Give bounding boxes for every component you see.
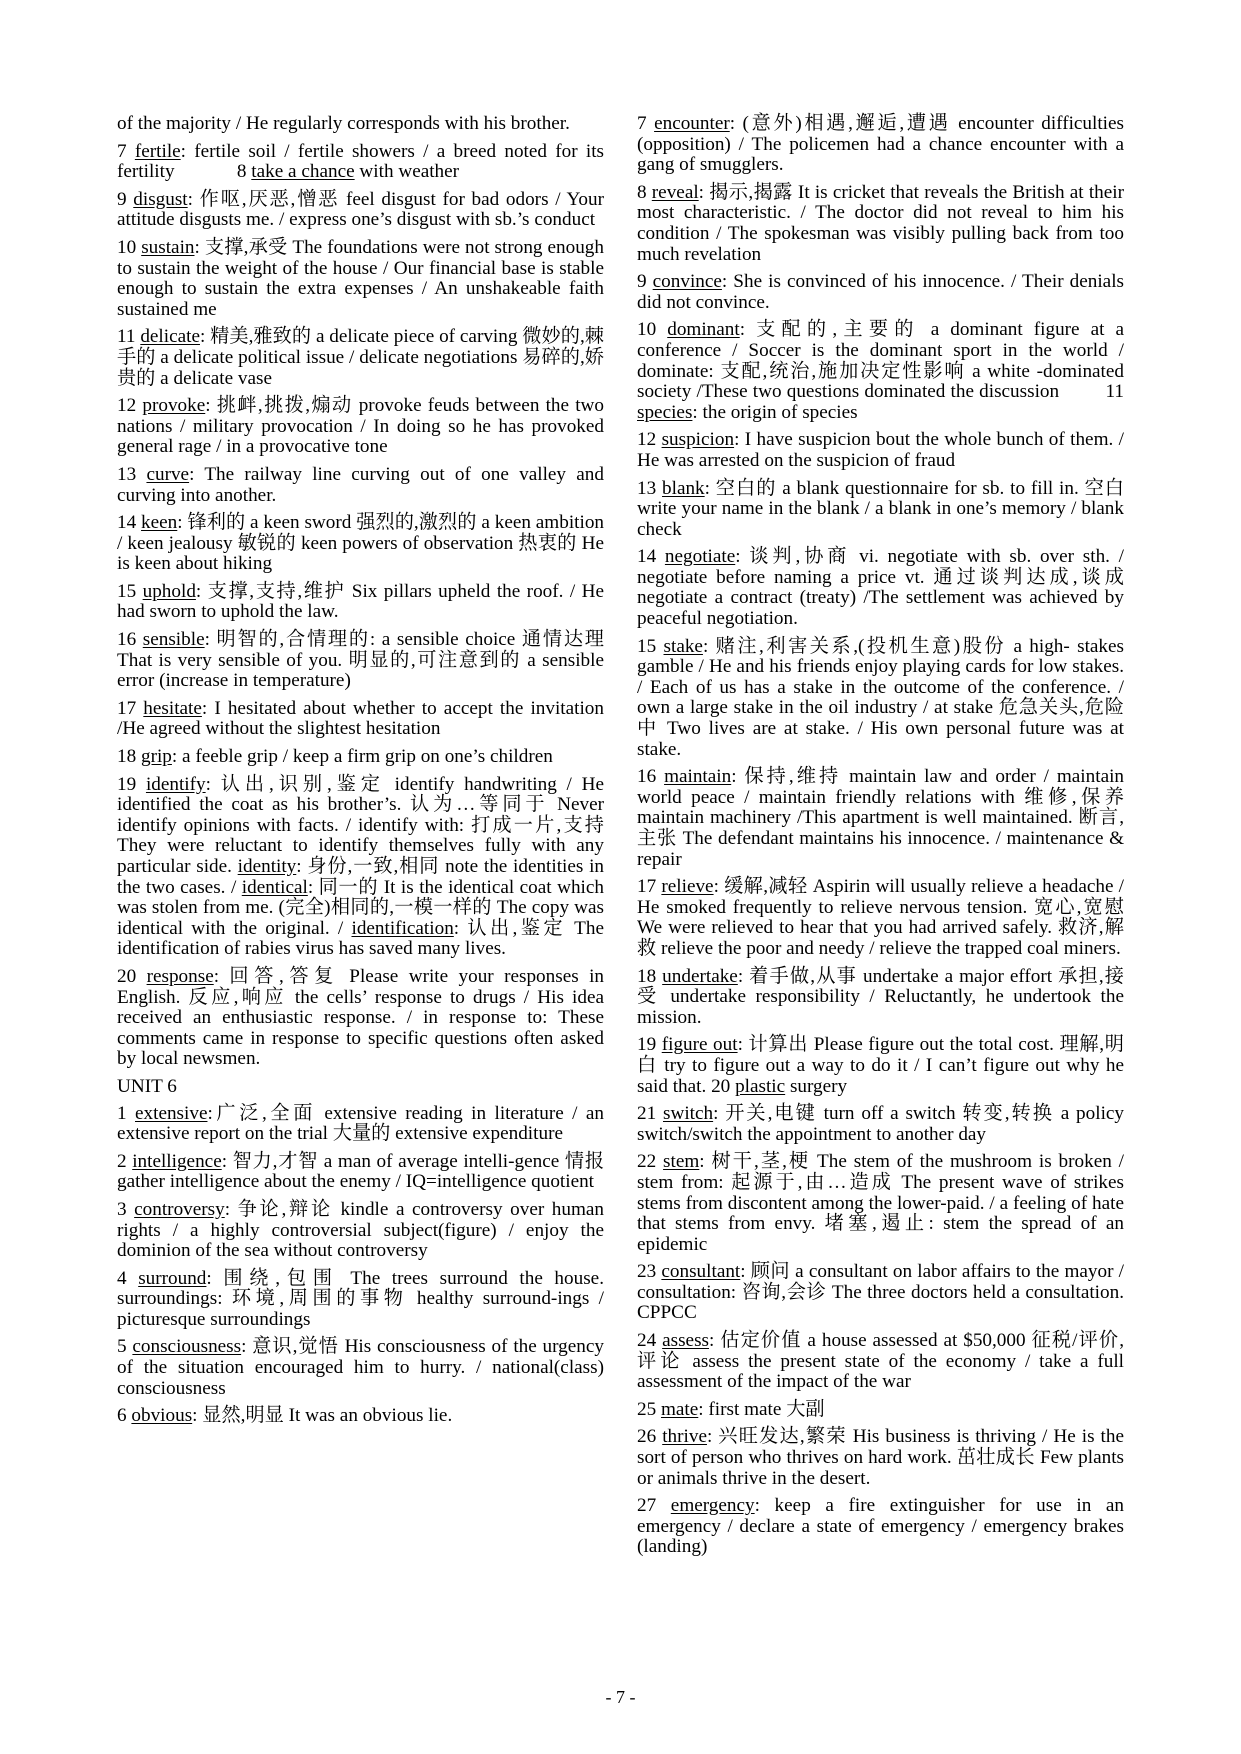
- entry-text: : 保持,维持 maintain law and order / maintain world peace / maintain friendly relations with 维修,保养 maintain machinery /This apartment is well maintained. 断言,主张 The defendant maintains his innocence. / maintenance & repair: [637, 766, 1125, 870]
- entry-text: : 计算出 Please figure out the total cost. 理解,明白 try to figure out a way to do it / I can’t figure out why he said that. 20: [637, 1034, 1124, 1097]
- headword: keen: [141, 512, 178, 534]
- headword: blank: [662, 477, 705, 499]
- entry-number: 19: [637, 1034, 662, 1056]
- entry-text: : 缓解,减轻 Aspirin will usually relieve a headache / He smoked frequently to relieve nervous tension. 宽心,宽慰 We were relieved to hear that you had arrived safely. 救济,解救 relieve the poor and needy / relieve the trapped coal miners.: [637, 876, 1125, 959]
- headword: identify: [145, 773, 206, 795]
- entry-number: 9: [117, 188, 134, 210]
- entry-number: 16: [117, 629, 143, 651]
- entry-number: 8: [637, 181, 652, 203]
- headword: sustain: [141, 236, 195, 258]
- entry-number: 19: [117, 773, 146, 795]
- headword: switch: [663, 1103, 714, 1125]
- vocab-entry: [637, 430, 1124, 471]
- vocab-entry: [117, 327, 604, 389]
- entry-number: 3: [117, 1198, 135, 1220]
- entry-number: 10: [637, 319, 668, 341]
- headword: maintain: [664, 766, 732, 788]
- entry-text: : 锋利的 a keen sword 强烈的,激烈的 a keen ambition / keen jealousy 敏锐的 keen powers of observation 热衷的 He is keen about hiking: [117, 512, 605, 575]
- entry-text: : 显然,明显 It was an obvious lie.: [192, 1405, 453, 1427]
- entry-text: : I hesitated about whether to accept the invitation /He agreed without the slightest hesitation: [117, 697, 604, 740]
- vocab-entry: [117, 747, 604, 768]
- entry-text: surgery: [785, 1075, 848, 1097]
- entry-text: : 谈判,协商 vi. negotiate with sb. over sth. / negotiate before naming a price vt. 通过谈判达成,谈成 negotiate a contract (treaty) /The settlement was achieved by peaceful negotiation.: [637, 546, 1124, 630]
- vocab-entry: [637, 767, 1124, 870]
- entry-number: 21: [637, 1103, 663, 1125]
- vocab-entry: [117, 582, 604, 623]
- headword: assess: [662, 1330, 710, 1352]
- headword: undertake: [662, 965, 738, 987]
- vocab-entry: [117, 396, 604, 458]
- vocab-entry: [637, 1496, 1124, 1558]
- entry-number: 17: [117, 697, 144, 719]
- headword: disgust: [133, 188, 188, 210]
- unit-heading: UNIT 6: [117, 1075, 177, 1097]
- entry-text: : (意外)相遇,邂逅,遭遇 encounter difficulties (opposition) / The policemen had a chance encounter with a gang of smugglers.: [637, 113, 1125, 176]
- vocab-entry: [637, 1152, 1124, 1255]
- vocab-entry: [117, 1104, 604, 1145]
- headword: reveal: [651, 181, 699, 203]
- headword: encounter: [654, 113, 730, 134]
- headword: stake: [663, 635, 703, 657]
- vocab-entry: [117, 142, 604, 183]
- entry-text: : 开关,电键 turn off a switch 转变,转换 a policy switch/switch the appointment to another day: [637, 1103, 1125, 1145]
- headword: intelligence: [132, 1150, 222, 1172]
- vocab-entry: [637, 877, 1124, 959]
- vocab-entry: [637, 1104, 1124, 1145]
- headword: stem: [663, 1151, 700, 1173]
- vocab-entry: [637, 272, 1124, 313]
- vocab-entry: [637, 637, 1124, 761]
- entry-number: 16: [637, 766, 665, 788]
- entry-number: 2: [117, 1150, 133, 1172]
- entry-number: 15: [117, 580, 143, 602]
- headword: uphold: [142, 580, 196, 602]
- vocab-entry: [117, 1152, 604, 1193]
- vocab-entry: [637, 547, 1124, 629]
- entry-text: : 精美,雅致的 a delicate piece of carving 微妙的,棘手的 a delicate political issue / delicate negotiations 易碎的,娇贵的 a delicate vase: [117, 326, 604, 389]
- vocab-entry: [637, 320, 1124, 423]
- entry-number: 13: [637, 477, 663, 499]
- headword: hesitate: [143, 697, 202, 719]
- entry-text: with weather: [354, 161, 460, 183]
- entry-text: : first mate 大副: [698, 1398, 825, 1420]
- entry-text: : 意识,觉悟 His consciousness of the urgency of the situation encouraged him to hurry. / national(class) consciousness: [117, 1336, 604, 1399]
- entry-number: 11: [117, 326, 141, 348]
- headword: mate: [660, 1398, 699, 1420]
- entry-number: 7: [637, 113, 655, 134]
- entry-text: : fertile soil / fertile showers / a breed noted for its fertility 8: [117, 140, 605, 183]
- entry-text: : 身份,一致,相同 note the identities in the two cases. /: [117, 856, 605, 898]
- entry-text: : 赌注,利害关系,(投机生意)股份 a high- stakes gamble / He and his friends enjoy playing cards for low stakes. / Each of us has a stake in the outcome of the conference. / own a large stake in the oil industry / at stake 危急关头,危险中 Two lives are at stake. / His own personal future was at stake.: [637, 635, 1124, 760]
- entry-text: : 作呕,厌恶,憎恶 feel disgust for bad odors / Your attitude disgusts me. / express one’s disgust with sb.’s conduct: [117, 188, 604, 231]
- headword: figure out: [661, 1034, 738, 1056]
- entry-text: : 着手做,从事 undertake a major effort 承担,接受 undertake responsibility / Reluctantly, he undertook the mission.: [637, 965, 1124, 1028]
- entry-text: : 树干,茎,梗 The stem of the mushroom is broken / stem from: 起源于,由…造成 The present wave of strikes stems from discontent among the lower-paid. / a feeling of hate that stems from envy. 堵塞,遏止: stem the spread of an epidemic: [637, 1151, 1124, 1255]
- entry-text: : I have suspicion bout the whole bunch of them. / He was arrested on the suspicion of fraud: [637, 429, 1124, 471]
- entry-text: : 认出,识别,鉴定 identify handwriting / He identified the coat as his brother’s. 认为…等同于 Never identify opinions with facts. / identify with: 打成一片,支持 They were reluctant to identify themselves fully with any particular side.: [117, 773, 604, 877]
- entry-number: 18: [637, 965, 663, 987]
- headword: response: [146, 965, 214, 987]
- headword: consultant: [661, 1261, 741, 1283]
- vocab-entry: [637, 967, 1124, 1029]
- entry-number: 5: [117, 1336, 133, 1358]
- entry-text: : 支配的,主要的 a dominant figure at a conference / Soccer is the dominant sport in the world / dominate: 支配,统治,施加决定性影响 a white -dominated society /These two questions dominated the discussion 11: [637, 319, 1124, 403]
- entry-text: : 争论,辩论 kindle a controversy over human rights / a highly controversial subject(figure) / enjoy the dominion of the sea without controversy: [117, 1198, 604, 1262]
- left-column: [117, 114, 604, 1434]
- entry-number: 10: [117, 236, 142, 258]
- headword: controversy: [134, 1198, 225, 1220]
- vocab-entry: [117, 238, 604, 320]
- headword: sensible: [142, 629, 205, 651]
- headword: obvious: [131, 1405, 193, 1427]
- entry-text: : 围绕,包围 The trees surround the house. surroundings: 环境,周围的事物 healthy surround-ings / picturesque surroundings: [117, 1267, 604, 1330]
- entry-text: : 挑衅,挑拨,煽动 provoke feuds between the two nations / military provocation / In doing so he has provoked general rage / in a provocative tone: [117, 395, 604, 458]
- headword: grip: [140, 746, 172, 768]
- headword: convince: [652, 271, 722, 293]
- entry-number: 22: [637, 1151, 664, 1173]
- entry-text: : 顾问 a consultant on labor affairs to the mayor / consultation: 咨询,会诊 The three doctors held a consultation. CPPCC: [637, 1261, 1125, 1324]
- headword: dominant: [667, 319, 740, 341]
- entry-number: 26: [637, 1426, 663, 1448]
- entry-number: 12: [117, 395, 143, 417]
- entry-number: 17: [637, 876, 662, 898]
- vocab-entry: [117, 775, 604, 960]
- entry-number: 12: [637, 429, 662, 451]
- vocab-entry: [637, 1427, 1124, 1489]
- vocab-entry: [117, 1269, 604, 1331]
- entry-text: : 回答,答复 Please write your responses in English. 反应,响应 the cells’ response to drugs / His idea received an enthusiastic response. / in response to: These comments came in response to specific questions often asked by local newsmen.: [117, 965, 604, 1070]
- headword: identity: [237, 856, 297, 877]
- headword: delicate: [140, 326, 200, 348]
- entry-text: of the majority / He regularly corresponds with his brother.: [117, 113, 570, 134]
- entry-number: 27: [637, 1495, 671, 1517]
- entry-number: 18: [117, 746, 141, 768]
- entry-number: 6: [117, 1405, 132, 1427]
- entry-number: 24: [637, 1330, 663, 1352]
- entry-text: : keep a fire extinguisher for use in an emergency / declare a state of emergency / emergency brakes (landing): [637, 1495, 1125, 1558]
- vocab-entry: [117, 699, 604, 740]
- headword: curve: [146, 463, 190, 485]
- entry-number: 9: [637, 271, 653, 293]
- entry-number: 20: [117, 965, 147, 987]
- entry-number: 25: [637, 1398, 661, 1420]
- vocab-entry: [117, 114, 604, 135]
- vocab-entry: [117, 190, 604, 231]
- headword: thrive: [662, 1426, 707, 1448]
- vocab-entry: [637, 1400, 1124, 1421]
- entry-text: : 智力,才智 a man of average intelli-gence 情报 gather intelligence about the enemy / IQ=intelligence quotient: [117, 1150, 605, 1193]
- vocab-entry: [117, 1406, 604, 1427]
- headword: provoke: [142, 395, 206, 417]
- headword: emergency: [670, 1495, 755, 1517]
- entry-number: 14: [117, 512, 142, 534]
- headword: negotiate: [664, 546, 736, 568]
- entry-number: 14: [637, 546, 665, 568]
- entry-number: 4: [117, 1267, 139, 1289]
- vocab-entry: [637, 114, 1124, 176]
- entry-number: 1: [117, 1102, 135, 1124]
- entry-number: 13: [117, 463, 147, 485]
- vocab-entry: [637, 1262, 1124, 1324]
- page-number: - 7 -: [605, 1687, 636, 1707]
- vocab-entry: [637, 479, 1124, 541]
- entry-number: 23: [637, 1261, 662, 1283]
- vocab-entry: [117, 967, 604, 1070]
- right-column: [637, 114, 1124, 1565]
- headword: suspicion: [661, 429, 735, 451]
- vocab-entry: [637, 1035, 1124, 1097]
- entry-text: : 明智的,合情理的: a sensible choice 通情达理 That is very sensible of you. 明显的,可注意到的 a sensible error (increase in temperature): [117, 629, 604, 692]
- vocab-entry: [637, 183, 1124, 265]
- headword: identical: [241, 876, 308, 898]
- vocab-entry: [117, 630, 604, 692]
- entry-text: : 揭示,揭露 It is cricket that reveals the British at their most characteristic. / The doctor did not reveal to him his condition / The spokesman was visibly pulling back from too much revelation: [637, 181, 1125, 265]
- headword: fertile: [134, 140, 181, 162]
- entry-text: : 支撑,支持,维护 Six pillars upheld the roof. / He had sworn to uphold the law.: [117, 580, 604, 623]
- headword: extensive: [135, 1102, 208, 1124]
- vocab-entry: [117, 1200, 604, 1262]
- entry-text: : 兴旺发达,繁荣 His business is thriving / He is the sort of person who thrives on hard work. 茁壮成长 Few plants or animals thrive in the desert.: [637, 1426, 1125, 1489]
- entry-text: : The railway line curving out of one valley and curving into another.: [117, 463, 604, 506]
- entry-text: : 估定价值 a house assessed at $50,000 征税/评价,评论 assess the present state of the economy / take a full assessment of the impact of the war: [637, 1330, 1124, 1393]
- vocab-entry: [117, 465, 604, 506]
- headword: relieve: [661, 876, 714, 898]
- entry-text: : She is convinced of his innocence. / Their denials did not convince.: [637, 271, 1124, 313]
- entry-text: : 同一的 It is the identical coat which was stolen from me. (完全)相同的,一模一样的 The copy was identical with the original. /: [117, 876, 604, 939]
- entry-text: : 空白的 a blank questionnaire for sb. to fill in. 空白 write your name in the blank / a blank in one’s memory / blank check: [637, 477, 1124, 540]
- vocab-entry: [117, 1337, 604, 1399]
- entry-text: : 支撑,承受 The foundations were not strong enough to sustain the weight of the house / Our financial base is stable enough to sustain the extra expenses / An unshakeable faith sustained me: [117, 236, 604, 320]
- entry-text: : a feeble grip / keep a firm grip on one’s children: [171, 746, 553, 768]
- entry-text: : 认出,鉴定 The identification of rabies virus has saved many lives.: [117, 917, 604, 960]
- headword: surround: [138, 1267, 207, 1289]
- vocab-entry: [637, 1331, 1124, 1393]
- entry-text: :广泛,全面 extensive reading in literature / an extensive report on the trial 大量的 extensive expenditure: [117, 1102, 605, 1145]
- headword: take a chance: [251, 161, 355, 183]
- headword: species: [637, 401, 693, 423]
- vocab-entry: [117, 513, 604, 575]
- headword: plastic: [735, 1075, 786, 1097]
- headword: identification: [351, 917, 454, 939]
- entry-number: 7: [117, 140, 135, 162]
- headword: consciousness: [132, 1336, 242, 1358]
- entry-number: 15: [637, 635, 664, 657]
- entry-text: : the origin of species: [692, 401, 858, 423]
